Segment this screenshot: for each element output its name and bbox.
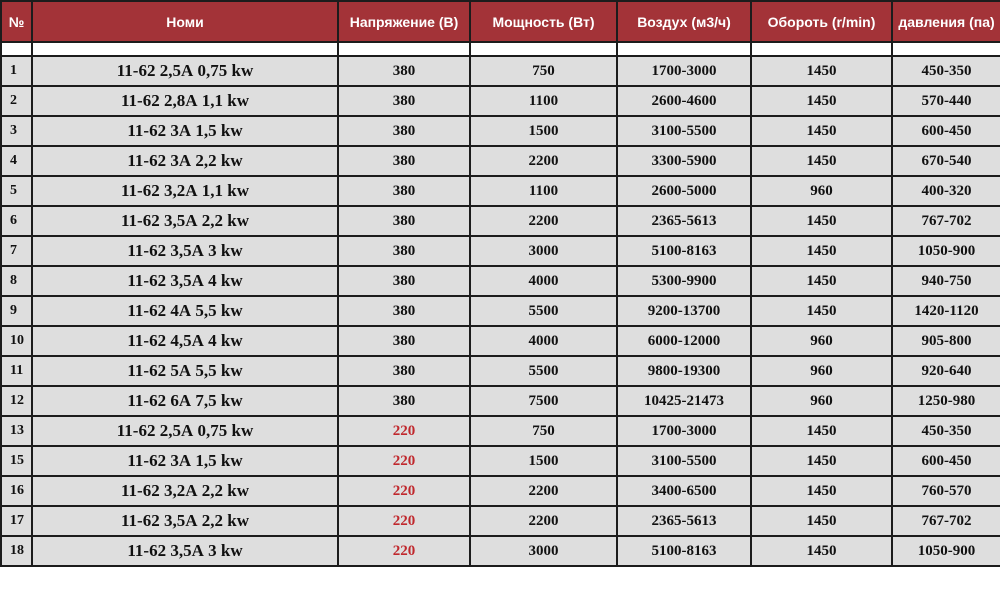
cell-airflow: 1700-3000 [617, 56, 751, 86]
cell-rpm: 1450 [751, 86, 892, 116]
cell-airflow: 2600-5000 [617, 176, 751, 206]
cell-power: 750 [470, 416, 617, 446]
cell-voltage: 380 [338, 86, 470, 116]
cell-name: 11-62 2,5А 0,75 kw [32, 416, 338, 446]
cell-pressure: 1050-900 [892, 236, 1000, 266]
header-name: Номи [32, 1, 338, 42]
cell-pressure: 400-320 [892, 176, 1000, 206]
table-row [1, 206, 1000, 236]
cell-voltage: 220 [338, 476, 470, 506]
cell-pressure: 767-702 [892, 206, 1000, 236]
cell-number: 5 [1, 176, 32, 206]
table-row [1, 476, 1000, 506]
cell-pressure: 600-450 [892, 446, 1000, 476]
cell-airflow: 9200-13700 [617, 296, 751, 326]
cell-rpm: 1450 [751, 536, 892, 566]
cell-voltage: 380 [338, 56, 470, 86]
cell-voltage: 220 [338, 506, 470, 536]
header-row [1, 1, 1000, 42]
cell-voltage: 380 [338, 386, 470, 416]
cell-power: 7500 [470, 386, 617, 416]
header-voltage: Напряжение (В) [338, 1, 470, 42]
cell-name: 11-62 4,5А 4 kw [32, 326, 338, 356]
cell-power: 2200 [470, 506, 617, 536]
cell-pressure: 450-350 [892, 56, 1000, 86]
cell-pressure: 1420-1120 [892, 296, 1000, 326]
cell-rpm: 1450 [751, 266, 892, 296]
cell-rpm: 1450 [751, 206, 892, 236]
cell-pressure: 600-450 [892, 116, 1000, 146]
cell-power: 4000 [470, 326, 617, 356]
cell-rpm: 1450 [751, 446, 892, 476]
cell-name: 11-62 3,2А 2,2 kw [32, 476, 338, 506]
cell-voltage: 220 [338, 416, 470, 446]
spacer-row [1, 42, 1000, 56]
table-row [1, 536, 1000, 566]
table-body [1, 56, 1000, 566]
cell-name: 11-62 3,5А 3 kw [32, 236, 338, 266]
table-row [1, 86, 1000, 116]
spacer-section [1, 42, 1000, 56]
table-row [1, 176, 1000, 206]
cell-name: 11-62 3,5А 3 kw [32, 536, 338, 566]
table-row [1, 296, 1000, 326]
cell-power: 2200 [470, 476, 617, 506]
cell-name: 11-62 3,5А 4 kw [32, 266, 338, 296]
cell-voltage: 380 [338, 236, 470, 266]
cell-power: 5500 [470, 356, 617, 386]
cell-number: 10 [1, 326, 32, 356]
cell-number: 9 [1, 296, 32, 326]
table-row [1, 446, 1000, 476]
cell-voltage: 380 [338, 206, 470, 236]
cell-voltage: 380 [338, 356, 470, 386]
cell-airflow: 3100-5500 [617, 116, 751, 146]
cell-power: 1100 [470, 176, 617, 206]
cell-number: 18 [1, 536, 32, 566]
header-power: Мощность (Вт) [470, 1, 617, 42]
table-row [1, 386, 1000, 416]
cell-rpm: 1450 [751, 146, 892, 176]
cell-power: 750 [470, 56, 617, 86]
cell-voltage: 220 [338, 536, 470, 566]
cell-power: 1500 [470, 446, 617, 476]
cell-rpm: 1450 [751, 116, 892, 146]
cell-airflow: 2600-4600 [617, 86, 751, 116]
cell-power: 1100 [470, 86, 617, 116]
cell-number: 13 [1, 416, 32, 446]
header-airflow: Воздух (м3/ч) [617, 1, 751, 42]
cell-pressure: 920-640 [892, 356, 1000, 386]
cell-power: 5500 [470, 296, 617, 326]
cell-name: 11-62 3,2А 1,1 kw [32, 176, 338, 206]
cell-rpm: 960 [751, 326, 892, 356]
cell-name: 11-62 3А 1,5 kw [32, 116, 338, 146]
cell-power: 3000 [470, 236, 617, 266]
table-row [1, 236, 1000, 266]
cell-number: 16 [1, 476, 32, 506]
table-row [1, 506, 1000, 536]
table-row [1, 146, 1000, 176]
cell-rpm: 1450 [751, 236, 892, 266]
table-row [1, 416, 1000, 446]
cell-pressure: 670-540 [892, 146, 1000, 176]
cell-pressure: 450-350 [892, 416, 1000, 446]
cell-rpm: 960 [751, 176, 892, 206]
table-row [1, 356, 1000, 386]
cell-number: 1 [1, 56, 32, 86]
table-row [1, 326, 1000, 356]
cell-power: 2200 [470, 206, 617, 236]
cell-pressure: 767-702 [892, 506, 1000, 536]
cell-voltage: 380 [338, 266, 470, 296]
cell-airflow: 5100-8163 [617, 236, 751, 266]
table-row [1, 266, 1000, 296]
cell-pressure: 905-800 [892, 326, 1000, 356]
cell-name: 11-62 3,5А 2,2 kw [32, 206, 338, 236]
cell-name: 11-62 3А 2,2 kw [32, 146, 338, 176]
cell-voltage: 380 [338, 116, 470, 146]
cell-power: 1500 [470, 116, 617, 146]
cell-airflow: 3300-5900 [617, 146, 751, 176]
cell-number: 4 [1, 146, 32, 176]
cell-pressure: 1250-980 [892, 386, 1000, 416]
cell-airflow: 1700-3000 [617, 416, 751, 446]
cell-name: 11-62 5А 5,5 kw [32, 356, 338, 386]
cell-rpm: 1450 [751, 296, 892, 326]
cell-name: 11-62 3,5А 2,2 kw [32, 506, 338, 536]
cell-airflow: 3100-5500 [617, 446, 751, 476]
cell-airflow: 3400-6500 [617, 476, 751, 506]
cell-airflow: 5100-8163 [617, 536, 751, 566]
cell-airflow: 10425-21473 [617, 386, 751, 416]
cell-number: 7 [1, 236, 32, 266]
cell-power: 3000 [470, 536, 617, 566]
cell-rpm: 1450 [751, 476, 892, 506]
cell-rpm: 1450 [751, 56, 892, 86]
cell-rpm: 960 [751, 386, 892, 416]
cell-name: 11-62 3А 1,5 kw [32, 446, 338, 476]
cell-airflow: 6000-12000 [617, 326, 751, 356]
cell-name: 11-62 6А 7,5 kw [32, 386, 338, 416]
cell-airflow: 5300-9900 [617, 266, 751, 296]
cell-voltage: 220 [338, 446, 470, 476]
cell-pressure: 570-440 [892, 86, 1000, 116]
cell-pressure: 760-570 [892, 476, 1000, 506]
cell-voltage: 380 [338, 146, 470, 176]
cell-rpm: 1450 [751, 506, 892, 536]
table-row [1, 116, 1000, 146]
cell-airflow: 9800-19300 [617, 356, 751, 386]
table-row [1, 56, 1000, 86]
cell-voltage: 380 [338, 326, 470, 356]
cell-number: 3 [1, 116, 32, 146]
cell-airflow: 2365-5613 [617, 506, 751, 536]
cell-number: 6 [1, 206, 32, 236]
cell-number: 8 [1, 266, 32, 296]
cell-pressure: 940-750 [892, 266, 1000, 296]
header-rpm: Обороть (r/min) [751, 1, 892, 42]
header-number: № [1, 1, 32, 42]
cell-airflow: 2365-5613 [617, 206, 751, 236]
cell-power: 2200 [470, 146, 617, 176]
cell-rpm: 960 [751, 356, 892, 386]
cell-voltage: 380 [338, 176, 470, 206]
cell-name: 11-62 2,8А 1,1 kw [32, 86, 338, 116]
cell-name: 11-62 4А 5,5 kw [32, 296, 338, 326]
cell-number: 2 [1, 86, 32, 116]
cell-number: 11 [1, 356, 32, 386]
cell-number: 15 [1, 446, 32, 476]
cell-power: 4000 [470, 266, 617, 296]
cell-voltage: 380 [338, 296, 470, 326]
cell-pressure: 1050-900 [892, 536, 1000, 566]
header-pressure: давления (па) [892, 1, 1000, 42]
cell-name: 11-62 2,5А 0,75 kw [32, 56, 338, 86]
cell-number: 12 [1, 386, 32, 416]
table-header [1, 1, 1000, 42]
cell-number: 17 [1, 506, 32, 536]
cell-rpm: 1450 [751, 416, 892, 446]
